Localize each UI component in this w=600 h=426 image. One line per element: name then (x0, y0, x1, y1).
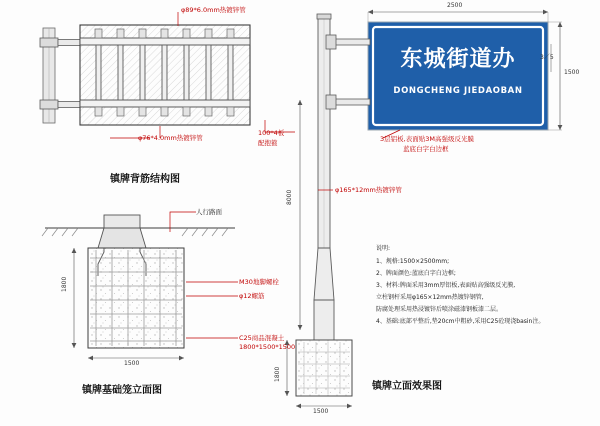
caption-foundation-view: 镇牌基础笼立面图 (82, 385, 162, 396)
notes-line-5: 防腐处理采用热浸镀锌后喷涂磁漆钢板漆二层。 (376, 306, 503, 313)
sign-height-dim: 1500 (564, 69, 580, 76)
caption-right-view: 镇牌立面效果图 (372, 381, 442, 392)
sign-thickness-dim: 3／5 (540, 54, 554, 61)
label-concrete-1: C25商品混凝土 (239, 334, 285, 342)
sign-sub-text: DONGCHENG JIEDAOBAN (393, 86, 523, 96)
label-rebar: φ12螺筋 (239, 292, 265, 300)
label-sign-spec-2: 蓝底白字白边框 (403, 145, 449, 153)
foundation-height-dim: 1800 (61, 276, 68, 292)
pole-height-dim: 8000 (286, 189, 293, 205)
label-top-pipe: φ89*6.0mm热镀锌管 (181, 6, 246, 14)
label-anchor-bolt: M30地脚螺栓 (239, 278, 279, 286)
caption-top-left-view: 镇牌背筋结构图 (110, 174, 180, 185)
base-height-dim: 1800 (274, 366, 281, 382)
label-sidewalk: 人行路面 (196, 208, 222, 216)
base-width-dim: 1500 (313, 408, 329, 415)
notes-line-4: 立柱钢杆采用φ165×12mm热镀锌钢管, (376, 294, 484, 301)
foundation-width-dim: 1500 (124, 360, 140, 367)
notes-line-3: 3、材料:牌面采用3mm厚铝板,表面贴高强级反光膜, (376, 282, 516, 289)
sign-main-text: 东城街道办 (400, 47, 516, 72)
notes-line-2: 2、牌面颜色:蓝底白字白边框; (376, 270, 456, 277)
label-plate: 100*4板 (258, 129, 285, 137)
label-pole-pipe: φ165*12mm热镀锌管 (335, 186, 402, 194)
label-concrete-2: 1800*1500*1500 (239, 343, 296, 351)
sign-width-dim: 2500 (447, 2, 463, 9)
label-inner-pipe: φ76*4.0mm热镀锌管 (138, 134, 203, 142)
label-plate-2: 配抱箍 (258, 139, 278, 147)
notes-heading: 说明: (376, 245, 391, 252)
label-sign-spec-1: 3层铝板,表面贴3M高强级反光膜 (380, 135, 474, 143)
notes-line-6: 4、基础:底部平整后,垫20cm中粗砂,采用C25砼现浇basin注。 (376, 318, 545, 325)
notes-line-1: 1、规格:1500×2500mm; (376, 258, 450, 265)
